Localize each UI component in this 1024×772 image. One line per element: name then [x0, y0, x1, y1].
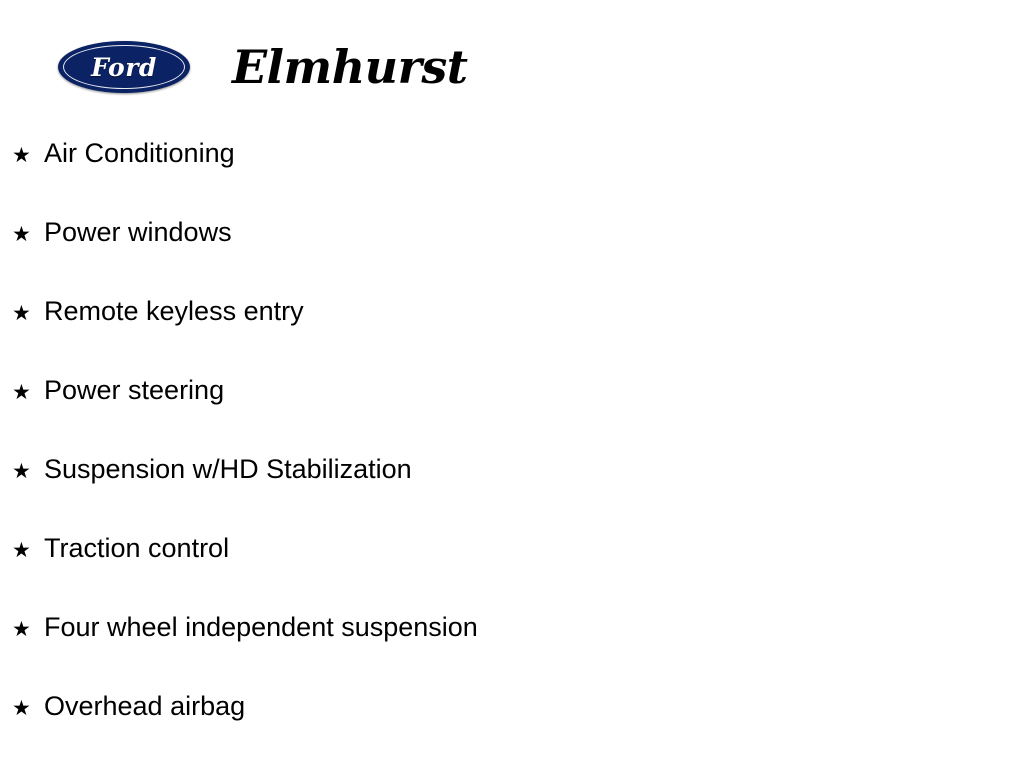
brand-header — [0, 22, 1024, 112]
list-item — [0, 456, 1024, 535]
feature-label: Overhead airbag — [44, 691, 246, 721]
dealer-name: Elmhurst — [232, 40, 468, 94]
feature-label: Four wheel independent suspension — [44, 612, 478, 642]
list-item — [0, 693, 1024, 772]
list-item — [0, 614, 1024, 693]
feature-label: Power steering — [44, 375, 225, 405]
feature-label: Traction control — [44, 533, 230, 563]
feature-label: Remote keyless entry — [44, 296, 304, 326]
list-item — [0, 535, 1024, 614]
list-item — [0, 140, 1024, 219]
star-icon: ★ — [12, 618, 31, 641]
vehicle-feature-list — [0, 140, 1024, 772]
star-icon: ★ — [12, 144, 31, 167]
feature-label: Power windows — [44, 217, 232, 247]
star-icon: ★ — [12, 223, 31, 246]
star-icon: ★ — [12, 381, 31, 404]
ford-logo-wordmark: Ford — [91, 52, 157, 82]
star-icon: ★ — [12, 539, 31, 562]
list-item — [0, 377, 1024, 456]
star-icon: ★ — [12, 697, 31, 720]
ford-oval-logo-icon — [58, 41, 190, 93]
feature-label: Air Conditioning — [44, 138, 235, 168]
list-item — [0, 219, 1024, 298]
star-icon: ★ — [12, 302, 31, 325]
list-item — [0, 298, 1024, 377]
feature-label: Suspension w/HD Stabilization — [44, 454, 412, 484]
star-icon: ★ — [12, 460, 31, 483]
